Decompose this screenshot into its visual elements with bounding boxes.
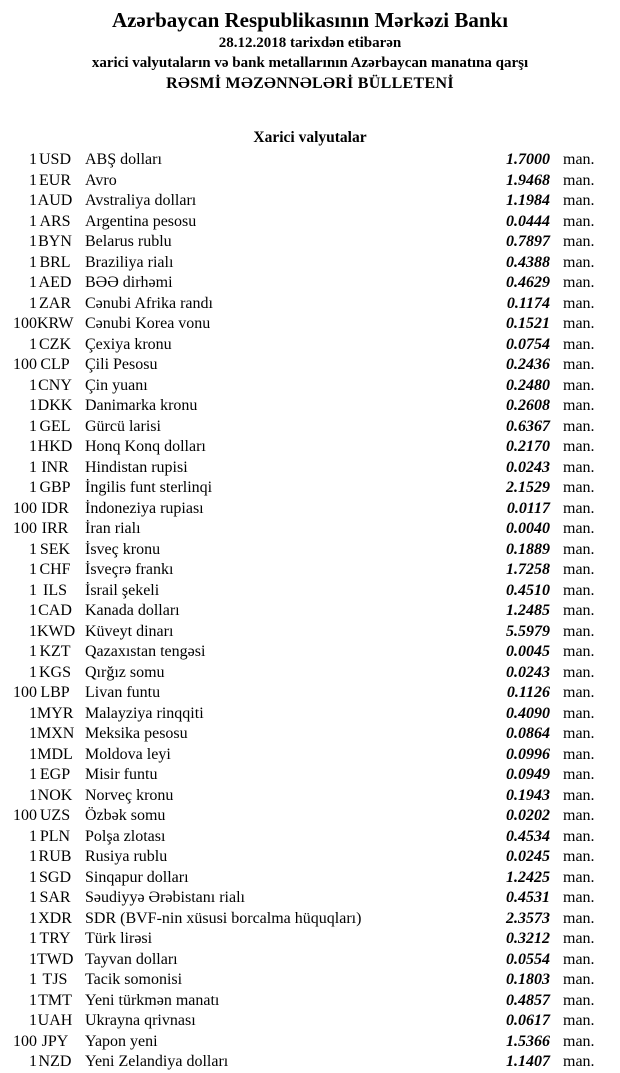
exchange-rate: 0.0045 [506, 643, 550, 660]
nominal-quantity: 1 [29, 704, 37, 722]
nominal-quantity: 1 [29, 417, 37, 435]
currency-code: CHF [39, 561, 71, 578]
unit-label: man. [563, 540, 595, 558]
nominal-quantity: 1 [29, 889, 37, 906]
currency-code: JPY [41, 1032, 69, 1050]
nominal-quantity: 1 [29, 909, 37, 927]
nominal-quantity: 1 [29, 294, 37, 312]
nominal-quantity: 1 [29, 458, 37, 476]
currency-row [0, 806, 620, 827]
bulletin-header [0, 0, 620, 95]
currency-row [0, 294, 620, 315]
currency-row [0, 253, 620, 274]
exchange-rate: 5.5979 [506, 622, 550, 640]
unit-label: man. [563, 171, 595, 189]
nominal-quantity: 1 [29, 397, 37, 414]
currency-row [0, 909, 620, 930]
currency-name: Qırğız somu [85, 663, 165, 681]
unit-label: man. [563, 602, 595, 619]
nominal-quantity: 1 [29, 438, 37, 455]
unit-label: man. [563, 397, 595, 414]
nominal-quantity: 1 [29, 540, 37, 558]
currency-name: Avro [85, 171, 117, 189]
nominal-quantity: 1 [29, 151, 37, 168]
exchange-rate: 0.1174 [506, 294, 550, 312]
exchange-rate: 0.2480 [506, 376, 550, 394]
unit-label: man. [563, 335, 595, 353]
currency-row [0, 991, 620, 1012]
effective-date-line: 28.12.2018 tarixdən etibarən [218, 35, 402, 51]
currency-name: Kanada dolları [85, 602, 180, 619]
currency-code: BYN [38, 233, 72, 250]
currency-code: ILS [43, 581, 67, 599]
nominal-quantity: 1 [29, 930, 37, 947]
exchange-rate: 0.1521 [506, 315, 550, 332]
currency-row [0, 1032, 620, 1053]
currency-name: Livan funtu [85, 684, 161, 701]
currency-row [0, 458, 620, 479]
nominal-quantity: 100 [13, 315, 37, 332]
unit-label: man. [563, 274, 595, 291]
rates-table [0, 150, 620, 1073]
unit-label: man. [563, 807, 595, 824]
currency-name: Braziliya rialı [85, 253, 174, 271]
exchange-rate: 0.0243 [506, 663, 550, 681]
exchange-rate: 0.4510 [506, 581, 550, 599]
currency-name: SDR (BVF-nin xüsusi borcalma hüquqları) [85, 909, 362, 927]
currency-row [0, 376, 620, 397]
currency-row [0, 519, 620, 540]
currency-row [0, 232, 620, 253]
currency-code: SEK [39, 540, 71, 558]
currency-row [0, 642, 620, 663]
nominal-quantity: 1 [29, 643, 37, 660]
currency-name: Cənubi Afrika randı [85, 294, 213, 312]
currency-code: DKK [37, 397, 73, 414]
currency-name: Sinqapur dolları [85, 868, 189, 886]
unit-label: man. [563, 950, 595, 968]
currency-code: IRR [41, 520, 69, 537]
nominal-quantity: 1 [29, 581, 37, 599]
nominal-quantity: 1 [29, 376, 37, 394]
currency-code: CNY [38, 376, 72, 394]
currency-name: Çexiya kronu [85, 335, 172, 353]
exchange-rate: 0.0617 [506, 1012, 550, 1029]
currency-row [0, 335, 620, 356]
unit-label: man. [563, 253, 595, 271]
currency-row [0, 355, 620, 376]
currency-row [0, 663, 620, 684]
currency-code: EUR [39, 171, 71, 189]
bank-title: Azərbaycan Respublikasının Mərkəzi Bankı [111, 8, 509, 32]
description-line: xarici valyutaların və bank metallarının Azərbaycan manatına qarşı [91, 55, 529, 71]
exchange-rate: 0.7897 [506, 233, 550, 250]
nominal-quantity: 1 [29, 479, 37, 496]
currency-name: Malayziya rinqqiti [85, 704, 204, 722]
currency-name: Ukrayna qrivnası [85, 1012, 196, 1029]
nominal-quantity: 100 [13, 520, 37, 537]
exchange-rate: 0.4090 [506, 704, 550, 722]
nominal-quantity: 1 [29, 950, 37, 968]
currency-code: XDR [38, 909, 72, 927]
unit-label: man. [563, 581, 595, 599]
currency-code: UAH [37, 1012, 73, 1029]
currency-code: INR [41, 458, 69, 476]
unit-label: man. [563, 1032, 595, 1050]
unit-label: man. [563, 827, 595, 845]
nominal-quantity: 1 [29, 212, 37, 230]
nominal-quantity: 1 [29, 663, 37, 681]
unit-label: man. [563, 971, 595, 988]
nominal-quantity: 100 [13, 356, 37, 373]
currency-name: Argentina pesosu [85, 212, 197, 230]
unit-label: man. [563, 766, 595, 783]
currency-row [0, 868, 620, 889]
nominal-quantity: 1 [29, 1012, 37, 1029]
currency-name: Cənubi Korea vonu [85, 315, 211, 332]
currency-name: İran rialı [85, 520, 141, 537]
currency-row [0, 560, 620, 581]
unit-label: man. [563, 192, 595, 209]
currency-code: KRW [37, 315, 74, 332]
currency-code: TWD [37, 950, 74, 968]
currency-code: KZT [39, 643, 71, 660]
currency-row [0, 1052, 620, 1073]
currency-name: Tayvan dolları [85, 950, 178, 968]
currency-row [0, 314, 620, 335]
currency-name: ABŞ dolları [85, 151, 162, 168]
exchange-rate: 1.9468 [506, 171, 550, 189]
exchange-rate: 0.2170 [506, 438, 550, 455]
exchange-rate: 0.2608 [506, 397, 550, 414]
exchange-rate: 0.4388 [506, 253, 550, 271]
currency-name: Yeni türkmən manatı [85, 991, 220, 1009]
nominal-quantity: 1 [29, 274, 37, 291]
unit-label: man. [563, 909, 595, 927]
currency-code: SGD [38, 868, 71, 886]
currency-name: Avstraliya dolları [85, 192, 197, 209]
currency-row [0, 191, 620, 212]
nominal-quantity: 1 [29, 745, 37, 763]
currency-code: UZS [39, 807, 71, 824]
currency-code: CAD [38, 602, 72, 619]
currency-row [0, 478, 620, 499]
unit-label: man. [563, 417, 595, 435]
currency-code: KGS [38, 663, 71, 681]
nominal-quantity: 1 [29, 561, 37, 578]
unit-label: man. [563, 561, 595, 578]
unit-label: man. [563, 479, 595, 496]
unit-label: man. [563, 704, 595, 722]
exchange-rate: 0.4857 [506, 991, 550, 1009]
currency-row [0, 499, 620, 520]
nominal-quantity: 100 [13, 684, 37, 701]
nominal-quantity: 1 [29, 622, 37, 640]
currency-row [0, 601, 620, 622]
currency-row [0, 212, 620, 233]
currency-name: Hindistan rupisi [85, 458, 188, 476]
currency-row [0, 437, 620, 458]
unit-label: man. [563, 725, 595, 742]
exchange-rate: 0.0444 [506, 212, 550, 230]
currency-name: BƏƏ dirhəmi [85, 274, 173, 291]
unit-label: man. [563, 151, 595, 168]
unit-label: man. [563, 663, 595, 681]
exchange-rate: 0.0996 [506, 745, 550, 763]
currency-code: EGP [39, 766, 71, 783]
currency-name: Belarus rublu [85, 233, 172, 250]
unit-label: man. [563, 499, 595, 517]
currency-name: İsrail şekeli [85, 581, 160, 599]
nominal-quantity: 1 [29, 192, 37, 209]
currency-row [0, 683, 620, 704]
bulletin-title: RƏSMİ MƏZƏNNƏLƏRİ BÜLLETENİ [166, 75, 454, 92]
currency-code: TMT [38, 991, 72, 1009]
currency-name: Norveç kronu [85, 786, 174, 804]
exchange-rate: 1.1984 [506, 192, 550, 209]
currency-name: Honq Konq dolları [85, 438, 206, 455]
unit-label: man. [563, 684, 595, 701]
currency-name: Rusiya rublu [85, 848, 168, 865]
currency-code: TRY [39, 930, 71, 947]
currency-row [0, 704, 620, 725]
currency-row [0, 273, 620, 294]
unit-label: man. [563, 1012, 595, 1029]
currency-name: Meksika pesosu [85, 725, 188, 742]
currency-code: GEL [39, 417, 71, 435]
currency-name: Tacik somonisi [85, 971, 183, 988]
exchange-rate: 2.3573 [506, 909, 550, 927]
currency-name: Küveyt dinarı [85, 622, 174, 640]
unit-label: man. [563, 930, 595, 947]
currency-row [0, 396, 620, 417]
nominal-quantity: 1 [29, 991, 37, 1009]
unit-label: man. [563, 233, 595, 250]
currency-row [0, 847, 620, 868]
nominal-quantity: 1 [29, 233, 37, 250]
unit-label: man. [563, 868, 595, 886]
unit-label: man. [563, 745, 595, 763]
currency-code: HKD [37, 438, 73, 455]
currency-name: Misir funtu [85, 766, 158, 783]
currency-code: USD [38, 151, 71, 168]
currency-name: Gürcü larisi [85, 417, 161, 435]
unit-label: man. [563, 356, 595, 373]
unit-label: man. [563, 622, 595, 640]
currency-name: Moldova leyi [85, 745, 171, 763]
section-title-foreign-currencies: Xarici valyutalar [253, 129, 367, 146]
currency-code: NOK [37, 786, 73, 804]
exchange-rate: 0.6367 [506, 417, 550, 435]
exchange-rate: 0.0949 [506, 766, 550, 783]
unit-label: man. [563, 376, 595, 394]
exchange-rate: 0.0245 [506, 848, 550, 865]
unit-label: man. [563, 1053, 595, 1070]
unit-label: man. [563, 848, 595, 865]
currency-row [0, 765, 620, 786]
exchange-rate: 1.7258 [506, 561, 550, 578]
currency-code: AED [38, 274, 72, 291]
currency-code: PLN [39, 827, 71, 845]
unit-label: man. [563, 786, 595, 804]
currency-name: Çili Pesosu [85, 356, 158, 373]
nominal-quantity: 1 [29, 848, 37, 865]
currency-row [0, 827, 620, 848]
currency-code: NZD [38, 1053, 72, 1070]
exchange-rate: 0.1126 [506, 684, 550, 701]
exchange-rate: 1.2485 [506, 602, 550, 619]
currency-row [0, 724, 620, 745]
currency-code: GBP [39, 479, 71, 496]
exchange-rate: 0.4629 [506, 274, 550, 291]
exchange-rate: 1.7000 [506, 151, 550, 168]
unit-label: man. [563, 212, 595, 230]
currency-row [0, 888, 620, 909]
unit-label: man. [563, 643, 595, 660]
currency-row [0, 786, 620, 807]
nominal-quantity: 1 [29, 253, 37, 271]
currency-code: MDL [37, 745, 73, 763]
nominal-quantity: 1 [29, 827, 37, 845]
exchange-rate: 0.3212 [506, 930, 550, 947]
currency-name: Yapon yeni [85, 1032, 158, 1050]
currency-code: ARS [39, 212, 71, 230]
currency-row [0, 171, 620, 192]
currency-code: BRL [39, 253, 71, 271]
nominal-quantity: 1 [29, 1053, 37, 1070]
currency-code: CZK [39, 335, 71, 353]
currency-row [0, 970, 620, 991]
currency-code: LBP [40, 684, 70, 701]
currency-row [0, 540, 620, 561]
currency-code: CLP [40, 356, 70, 373]
currency-row [0, 622, 620, 643]
currency-code: KWD [37, 622, 76, 640]
unit-label: man. [563, 438, 595, 455]
currency-name: Polşa zlotası [85, 827, 166, 845]
nominal-quantity: 1 [29, 602, 37, 619]
currency-name: İndoneziya rupiası [85, 499, 204, 517]
exchange-rate: 1.5366 [506, 1032, 550, 1050]
nominal-quantity: 1 [29, 766, 37, 783]
currency-code: SAR [39, 889, 71, 906]
unit-label: man. [563, 458, 595, 476]
currency-code: RUB [38, 848, 72, 865]
nominal-quantity: 1 [29, 725, 37, 742]
currency-name: Səudiyyə Ərəbistanı rialı [85, 889, 245, 906]
currency-row [0, 950, 620, 971]
exchange-rate: 0.1889 [506, 540, 550, 558]
exchange-rate: 0.1943 [506, 786, 550, 804]
exchange-rate: 0.2436 [506, 356, 550, 373]
currency-code: MXN [37, 725, 75, 742]
currency-code: TJS [42, 971, 68, 988]
currency-name: İsveçrə frankı [85, 561, 174, 578]
currency-name: Çin yuanı [85, 376, 148, 394]
currency-code: MYR [37, 704, 74, 722]
exchange-rate: 2.1529 [506, 479, 550, 496]
nominal-quantity: 100 [13, 499, 37, 517]
nominal-quantity: 100 [13, 807, 37, 824]
nominal-quantity: 1 [29, 868, 37, 886]
exchange-rate: 0.0554 [506, 950, 550, 968]
currency-name: Danimarka kronu [85, 397, 198, 414]
currency-name: Özbək somu [85, 807, 166, 824]
unit-label: man. [563, 294, 595, 312]
exchange-rate: 0.0754 [506, 335, 550, 353]
nominal-quantity: 1 [29, 335, 37, 353]
currency-name: İsveç kronu [85, 540, 161, 558]
currency-code: IDR [41, 499, 69, 517]
exchange-rate: 1.2425 [506, 868, 550, 886]
exchange-rate: 0.4534 [506, 827, 550, 845]
currency-row [0, 581, 620, 602]
unit-label: man. [563, 315, 595, 332]
currency-code: ZAR [39, 294, 71, 312]
unit-label: man. [563, 991, 595, 1009]
exchange-rate: 0.0202 [506, 807, 550, 824]
exchange-rate: 0.1803 [506, 971, 550, 988]
nominal-quantity: 100 [13, 1032, 37, 1050]
exchange-rate: 0.0040 [506, 520, 550, 537]
currency-row [0, 1011, 620, 1032]
exchange-rate: 0.0117 [506, 499, 550, 517]
exchange-rate: 1.1407 [506, 1053, 550, 1070]
currency-row [0, 929, 620, 950]
exchange-rate: 0.0864 [506, 725, 550, 742]
currency-row [0, 745, 620, 766]
currency-code: AUD [37, 192, 73, 209]
unit-label: man. [563, 520, 595, 537]
exchange-rate: 0.4531 [506, 889, 550, 906]
currency-name: Türk lirəsi [85, 930, 153, 947]
nominal-quantity: 1 [29, 171, 37, 189]
currency-name: İngilis funt sterlinqi [85, 479, 213, 496]
exchange-rate: 0.0243 [506, 458, 550, 476]
nominal-quantity: 1 [29, 786, 37, 804]
currency-row [0, 150, 620, 171]
nominal-quantity: 1 [29, 971, 37, 988]
unit-label: man. [563, 889, 595, 906]
currency-name: Qazaxıstan tengəsi [85, 643, 206, 660]
currency-row [0, 417, 620, 438]
currency-name: Yeni Zelandiya dolları [85, 1053, 229, 1070]
